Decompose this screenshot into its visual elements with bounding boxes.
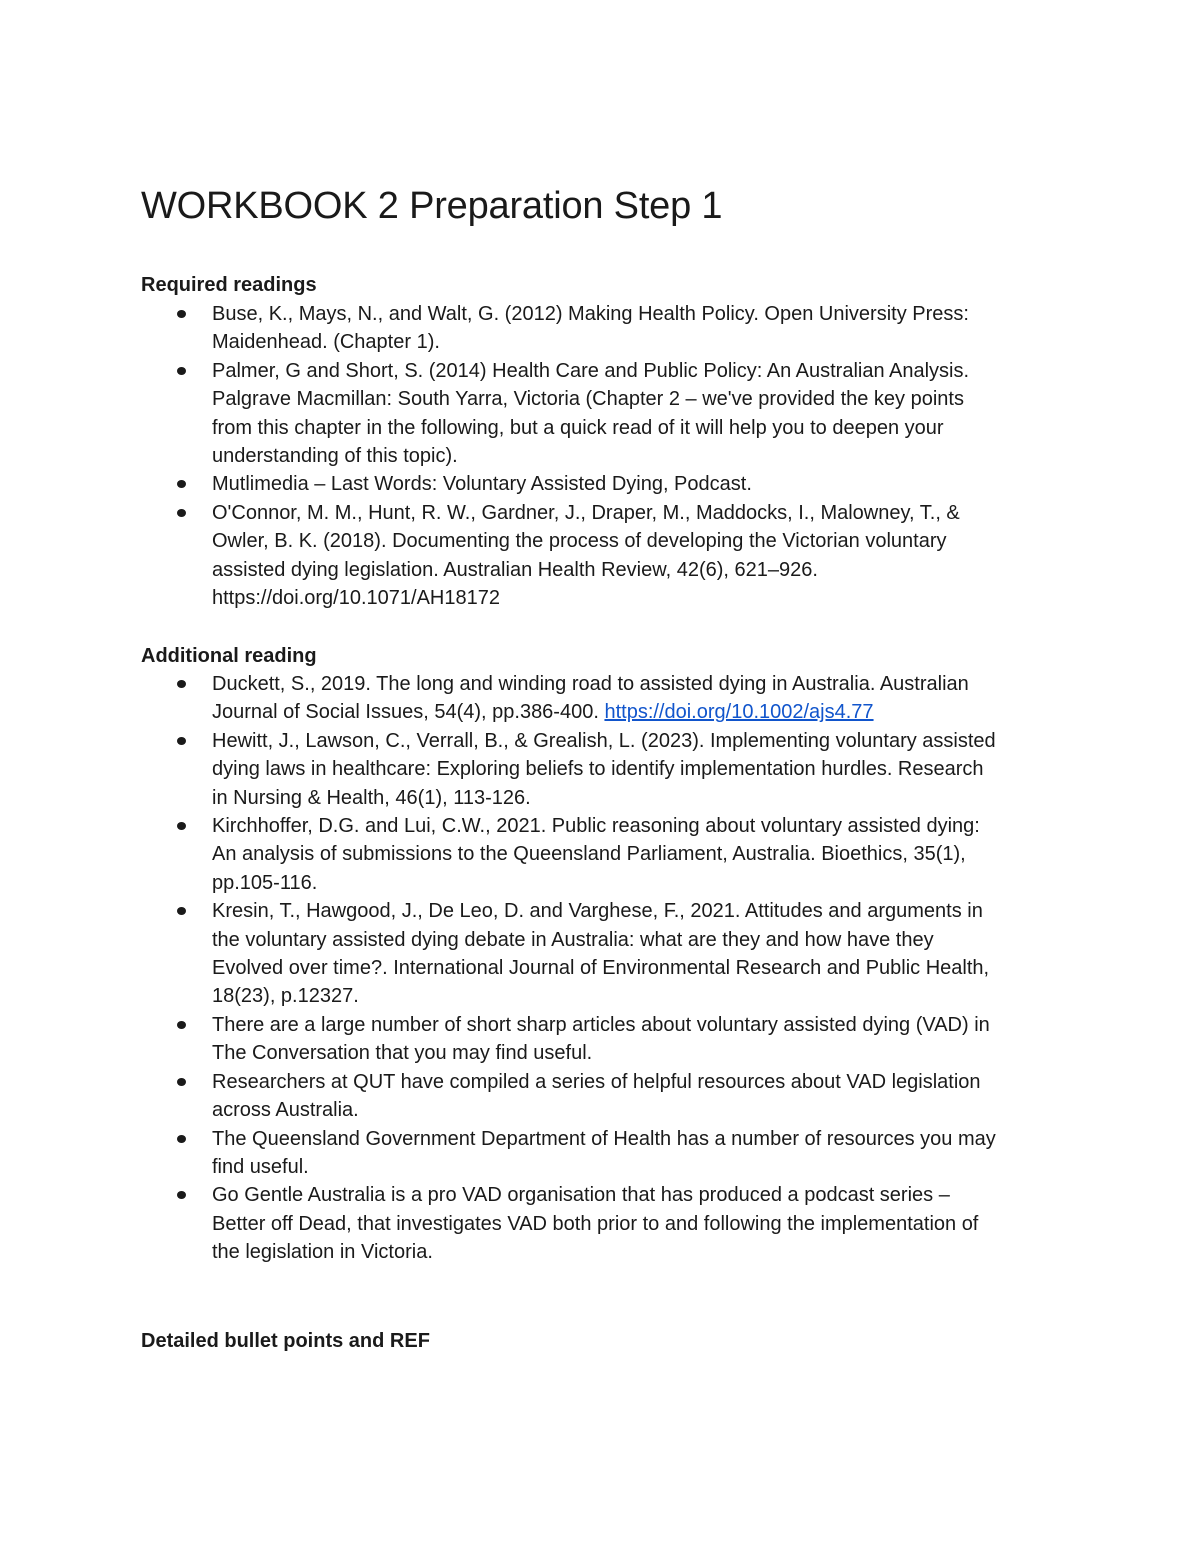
- list-item-line: assisted dying legislation. Australian Health Review, 42(6), 621–926.: [212, 558, 818, 581]
- list-item: [141, 300, 1071, 357]
- list-item-line: find useful.: [212, 1155, 309, 1178]
- bullet-icon: [177, 480, 186, 488]
- list-item-line: O'Connor, M. M., Hunt, R. W., Gardner, J., Draper, M., Maddocks, I., Malowney, T., &: [212, 501, 960, 524]
- list-item-line: There are a large number of short sharp articles about voluntary assisted dying (VAD) in: [212, 1013, 990, 1036]
- additional-reading-heading: Additional reading: [141, 645, 317, 667]
- list-item-line-text: Journal of Social Issues, 54(4), pp.386-400.: [212, 701, 605, 724]
- list-item: [141, 670, 1071, 727]
- required-readings-list: [141, 300, 1071, 612]
- list-item: [141, 1068, 1071, 1125]
- bullet-icon: [177, 1191, 186, 1199]
- list-item-line: An analysis of submissions to the Queensland Parliament, Australia. Bioethics, 35(1),: [212, 843, 966, 866]
- bullet-icon: [177, 907, 186, 915]
- list-item-line: understanding of this topic).: [212, 445, 458, 468]
- list-item-line: Owler, B. K. (2018). Documenting the process of developing the Victorian voluntary: [212, 530, 947, 553]
- list-item: [141, 1011, 1071, 1068]
- list-item: [141, 727, 1071, 812]
- bullet-icon: [177, 367, 186, 375]
- list-item-line: The Conversation that you may find useful.: [212, 1042, 593, 1065]
- list-item-line: 18(23), p.12327.: [212, 985, 359, 1008]
- list-item-line: Palgrave Macmillan: South Yarra, Victoria (Chapter 2 – we've provided the key points: [212, 388, 964, 411]
- list-item: [141, 499, 1071, 613]
- additional-reading-list: [141, 670, 1071, 1267]
- document-title: WORKBOOK 2 Preparation Step 1: [141, 185, 723, 227]
- required-readings-heading: Required readings: [141, 274, 317, 296]
- bullet-icon: [177, 1135, 186, 1143]
- list-item-line: Evolved over time?. International Journal of Environmental Research and Public Health,: [212, 957, 990, 980]
- bullet-icon: [177, 1078, 186, 1086]
- bullet-icon: [177, 1021, 186, 1029]
- list-item-line: The Queensland Government Department of Health has a number of resources you may: [212, 1127, 996, 1150]
- bullet-icon: [177, 737, 186, 745]
- list-item-line: from this chapter in the following, but a quick read of it will help you to deepen your: [212, 416, 944, 439]
- list-item-line: https://doi.org/10.1071/AH18172: [212, 587, 500, 610]
- doi-link[interactable]: https://doi.org/10.1002/ajs4.77: [604, 701, 874, 724]
- list-item: [141, 1181, 1071, 1266]
- list-item: [141, 897, 1071, 1011]
- list-item: [141, 357, 1071, 471]
- list-item-line: Mutlimedia – Last Words: Voluntary Assisted Dying, Podcast.: [212, 473, 752, 496]
- list-item-line: in Nursing & Health, 46(1), 113-126.: [212, 786, 531, 809]
- list-item: [141, 812, 1071, 897]
- list-item-line: Kirchhoffer, D.G. and Lui, C.W., 2021. Public reasoning about voluntary assisted dying:: [212, 815, 980, 838]
- detailed-bullet-points-heading: Detailed bullet points and REF: [141, 1330, 430, 1352]
- bullet-icon: [177, 310, 186, 318]
- list-item-line: Kresin, T., Hawgood, J., De Leo, D. and Varghese, F., 2021. Attitudes and arguments in: [212, 900, 983, 923]
- list-item-line: Researchers at QUT have compiled a series of helpful resources about VAD legislation: [212, 1070, 981, 1093]
- list-item-line: Maidenhead. (Chapter 1).: [212, 331, 440, 354]
- bullet-icon: [177, 680, 186, 688]
- list-item-line: Buse, K., Mays, N., and Walt, G. (2012) Making Health Policy. Open University Press:: [212, 303, 969, 325]
- bullet-icon: [177, 509, 186, 517]
- list-item-line: the voluntary assisted dying debate in Australia: what are they and how have they: [212, 928, 934, 951]
- list-item-line: [212, 698, 1071, 726]
- list-item-line: Palmer, G and Short, S. (2014) Health Care and Public Policy: An Australian Analysis.: [212, 359, 970, 382]
- list-item: [141, 470, 1071, 498]
- list-item-line: dying laws in healthcare: Exploring beliefs to identify implementation hurdles. Research: [212, 758, 984, 781]
- list-item-line: Duckett, S., 2019. The long and winding road to assisted dying in Australia. Australian: [212, 673, 969, 695]
- list-item-line: the legislation in Victoria.: [212, 1241, 433, 1264]
- list-item-line: across Australia.: [212, 1099, 359, 1122]
- list-item: [141, 1125, 1071, 1182]
- list-item-line: pp.105-116.: [212, 871, 318, 894]
- list-item-line: Better off Dead, that investigates VAD both prior to and following the implementation of: [212, 1212, 979, 1235]
- list-item-line: Hewitt, J., Lawson, C., Verrall, B., & Grealish, L. (2023). Implementing voluntary assisted: [212, 729, 996, 752]
- list-item-line: Go Gentle Australia is a pro VAD organisation that has produced a podcast series –: [212, 1184, 950, 1207]
- bullet-icon: [177, 822, 186, 830]
